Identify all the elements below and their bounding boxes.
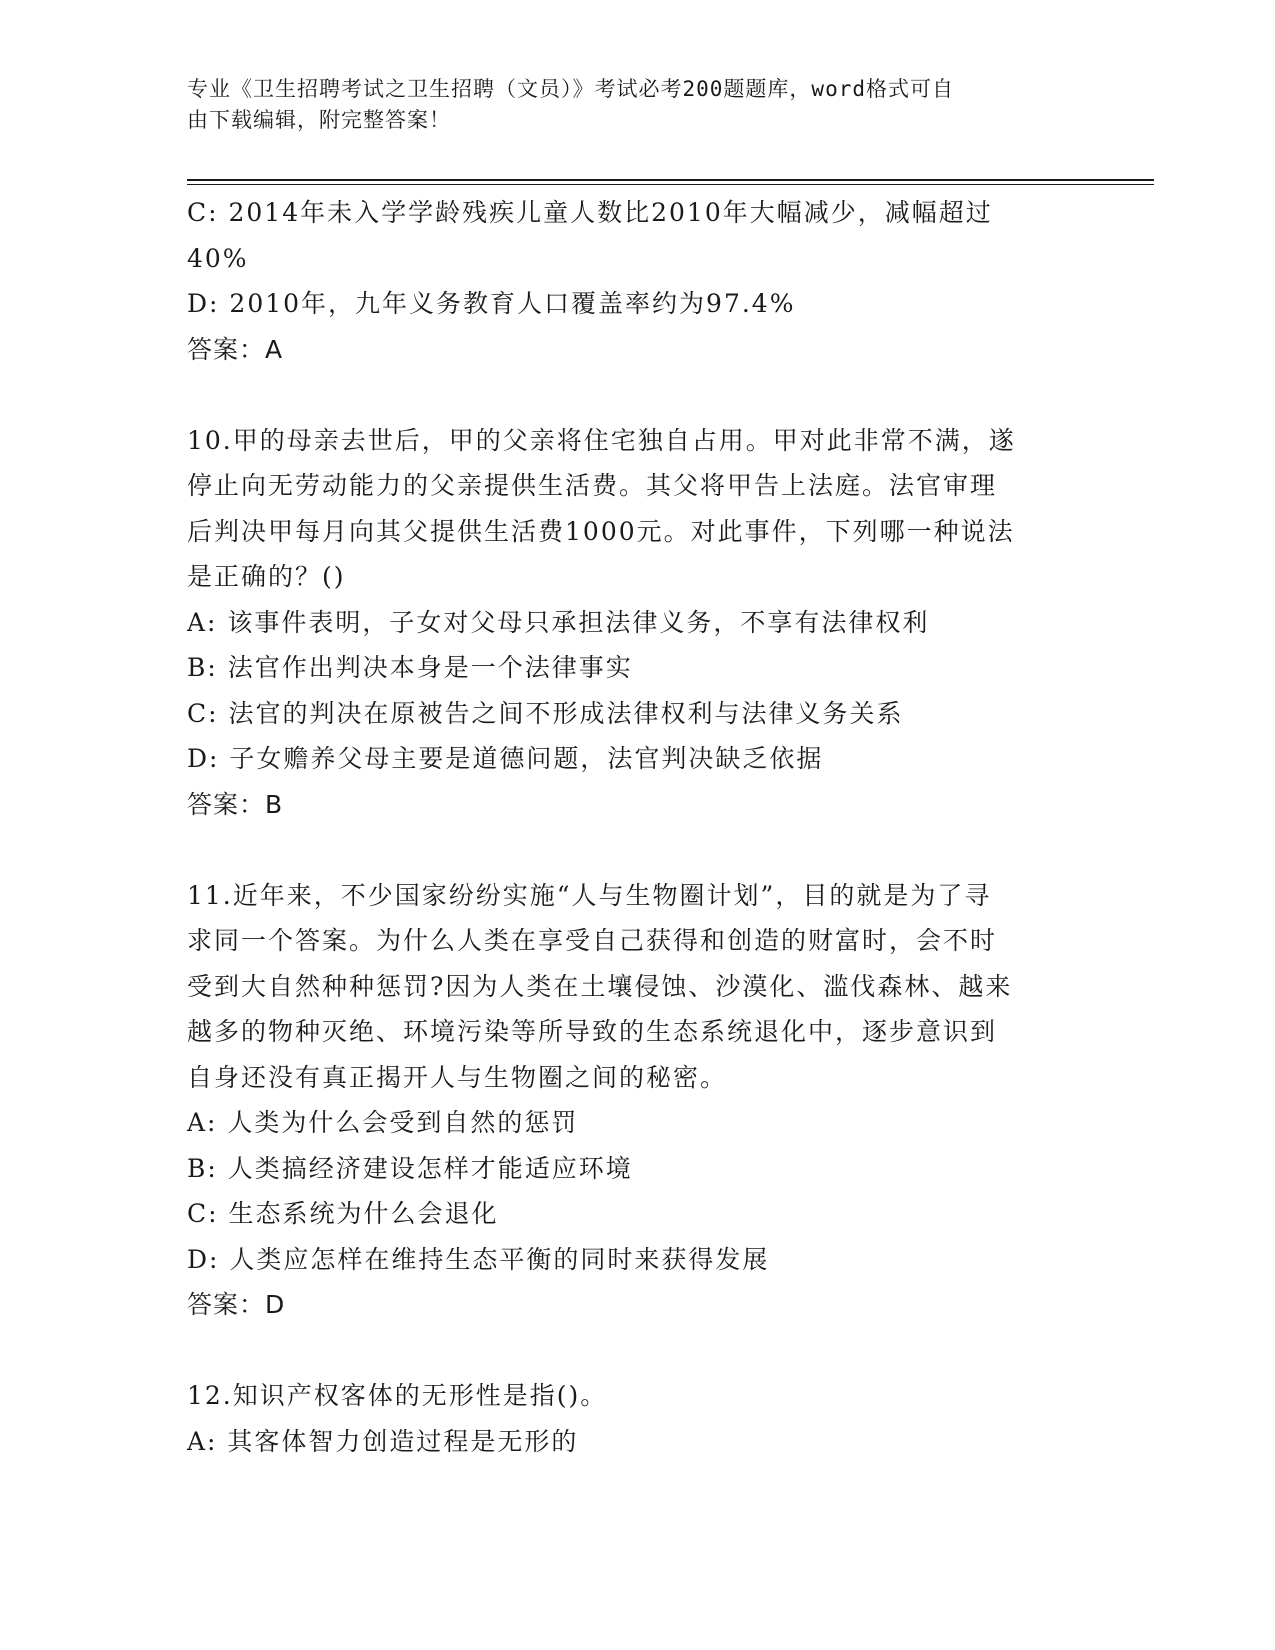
question-stem-line: 后判决甲每月向其父提供生活费1000元。对此事件，下列哪一种说法 <box>187 516 1015 546</box>
question-stem-line: 求同一个答案。为什么人类在享受自己获得和创造的财富时，会不时 <box>187 926 998 955</box>
option-b: B: 法官作出判决本身是一个法律事实 <box>187 653 633 682</box>
question-content <box>187 190 1087 1464</box>
option-c-line-1: C: 2014年未入学学龄残疾儿童人数比2010年大幅减少，减幅超过 <box>187 198 993 227</box>
option-b: B: 人类搞经济建设怎样才能适应环境 <box>187 1153 633 1183</box>
option-c: C: 法官的判决在原被告之间不形成法律权利与法律义务关系 <box>187 698 904 728</box>
option-d: D: 2010年，九年义务教育人口覆盖率约为97.4% <box>187 289 796 318</box>
question-stem-line: 11.近年来，不少国家纷纷实施“人与生物圈计划”，目的就是为了寻 <box>187 880 992 910</box>
previous-question-tail <box>187 190 1087 372</box>
question-12 <box>187 1373 1087 1464</box>
question-stem-line: 越多的物种灭绝、环境污染等所导致的生态系统退化中，逐步意识到 <box>187 1017 998 1046</box>
question-11 <box>187 873 1087 1328</box>
header-line-1: 专业《卫生招聘考试之卫生招聘（文员）》考试必考200题题库，word格式可自 <box>187 77 954 101</box>
option-c: C: 生态系统为什么会退化 <box>187 1199 499 1228</box>
question-stem-line: 10.甲的母亲去世后，甲的父亲将住宅独自占用。甲对此非常不满，遂 <box>187 425 1016 455</box>
header-divider-thick <box>187 179 1154 181</box>
header-divider-thin <box>187 184 1154 185</box>
option-a: A: 人类为什么会受到自然的惩罚 <box>187 1108 579 1137</box>
answer-label: 答案：A <box>187 334 284 364</box>
header-line-2: 由下载编辑，附完整答案！ <box>187 108 451 132</box>
question-stem-line: 自身还没有真正揭开人与生物圈之间的秘密。 <box>187 1062 728 1092</box>
spacer <box>187 1328 1087 1374</box>
answer-label: 答案：B <box>187 789 284 819</box>
question-stem-line: 受到大自然种种惩罚?因为人类在土壤侵蚀、沙漠化、滥伐森林、越来 <box>187 971 1013 1001</box>
question-stem-line: 12.知识产权客体的无形性是指()。 <box>187 1381 608 1410</box>
spacer <box>187 372 1087 418</box>
option-a: A: 其客体智力创造过程是无形的 <box>187 1426 579 1456</box>
option-d: D: 子女赡养父母主要是道德问题，法官判决缺乏依据 <box>187 744 824 773</box>
spacer <box>187 827 1087 873</box>
option-d: D: 人类应怎样在维持生态平衡的同时来获得发展 <box>187 1244 770 1274</box>
answer-label: 答案：D <box>187 1290 286 1319</box>
document-header <box>187 74 1087 136</box>
option-c-line-2: 40% <box>187 243 249 273</box>
question-10 <box>187 418 1087 828</box>
question-stem-line: 停止向无劳动能力的父亲提供生活费。其父将甲告上法庭。法官审理 <box>187 471 998 500</box>
question-stem-line: 是正确的？() <box>187 562 346 591</box>
option-a: A: 该事件表明，子女对父母只承担法律义务，不享有法律权利 <box>187 607 930 637</box>
